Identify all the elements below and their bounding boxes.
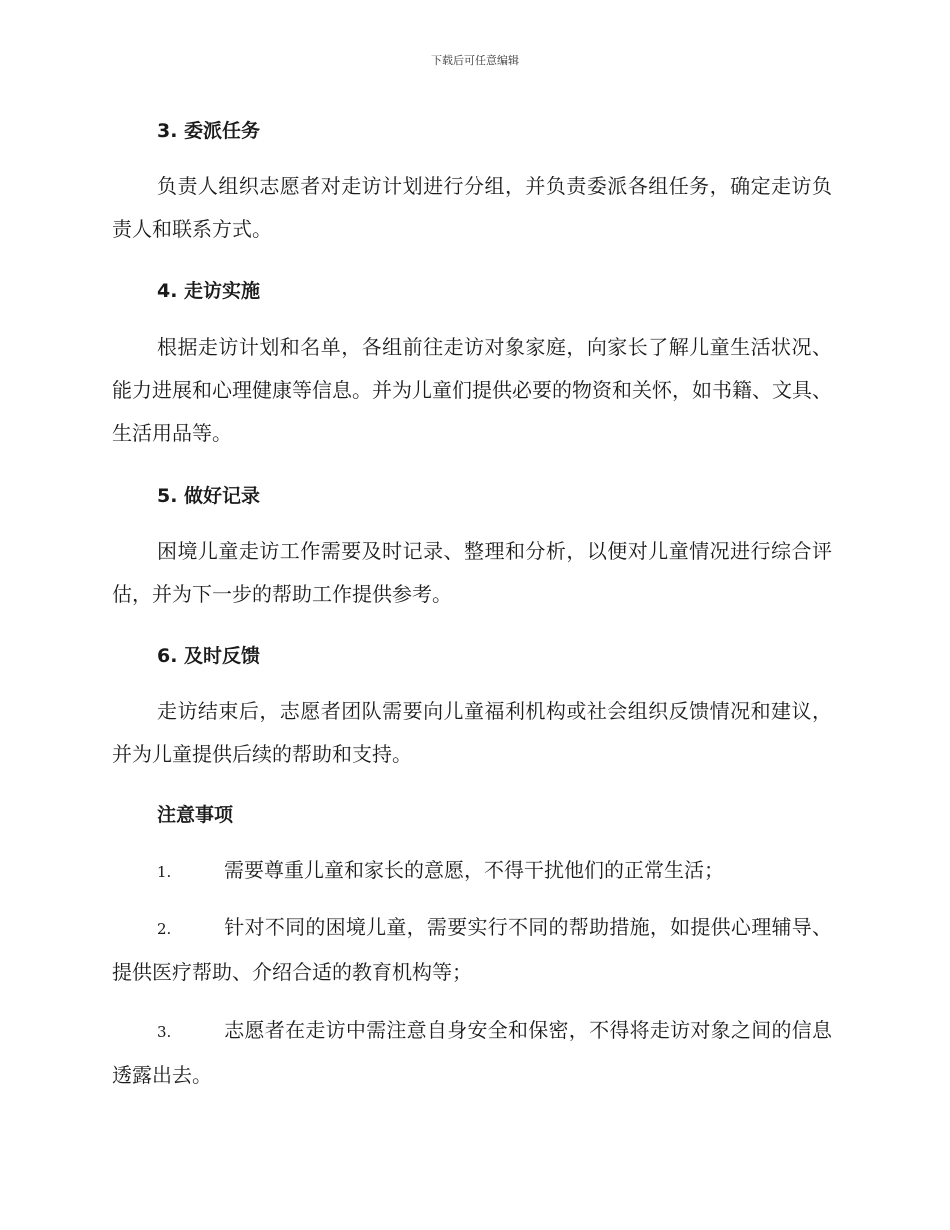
- section-heading: 3. 委派任务: [157, 120, 261, 142]
- list-item-number: 2.: [157, 920, 172, 938]
- list-item-number: 1.: [157, 863, 172, 881]
- list-item: [112, 849, 832, 894]
- list-item: [112, 1009, 832, 1097]
- list-item: [112, 906, 832, 994]
- section-heading: 6. 及时反馈: [157, 645, 261, 667]
- section-heading: 5. 做好记录: [157, 485, 261, 507]
- page-header: 下载后可任意编辑: [431, 54, 519, 67]
- list-item-number: 3.: [157, 1023, 172, 1041]
- section-paragraph: 负责人组织志愿者对走访计划进行分组，并负责委派各组任务，确定走访负责人和联系方式。: [112, 174, 832, 241]
- section-heading: 4. 走访实施: [157, 280, 261, 302]
- section-paragraph: 走访结束后，志愿者团队需要向儿童福利机构或社会组织反馈情况和建议，并为儿童提供后续的帮助和支持。: [112, 699, 832, 766]
- section-paragraph: 困境儿童走访工作需要及时记录、整理和分析，以便对儿童情况进行综合评估，并为下一步的帮助工作提供参考。: [112, 539, 832, 606]
- notes-heading: 注意事项: [157, 804, 234, 826]
- section-paragraph: 根据走访计划和名单，各组前往走访对象家庭，向家长了解儿童生活状况、能力进展和心理健康等信息。并为儿童们提供必要的物资和关怀，如书籍、文具、生活用品等。: [112, 335, 832, 445]
- list-item-text: 针对不同的困境儿童，需要实行不同的帮助措施，如提供心理辅导、提供医疗帮助、介绍合适的教育机构等；: [112, 915, 832, 984]
- list-item-text: 需要尊重儿童和家长的意愿，不得干扰他们的正常生活；: [224, 858, 724, 882]
- list-item-text: 志愿者在走访中需注意自身安全和保密，不得将走访对象之间的信息透露出去。: [112, 1018, 832, 1087]
